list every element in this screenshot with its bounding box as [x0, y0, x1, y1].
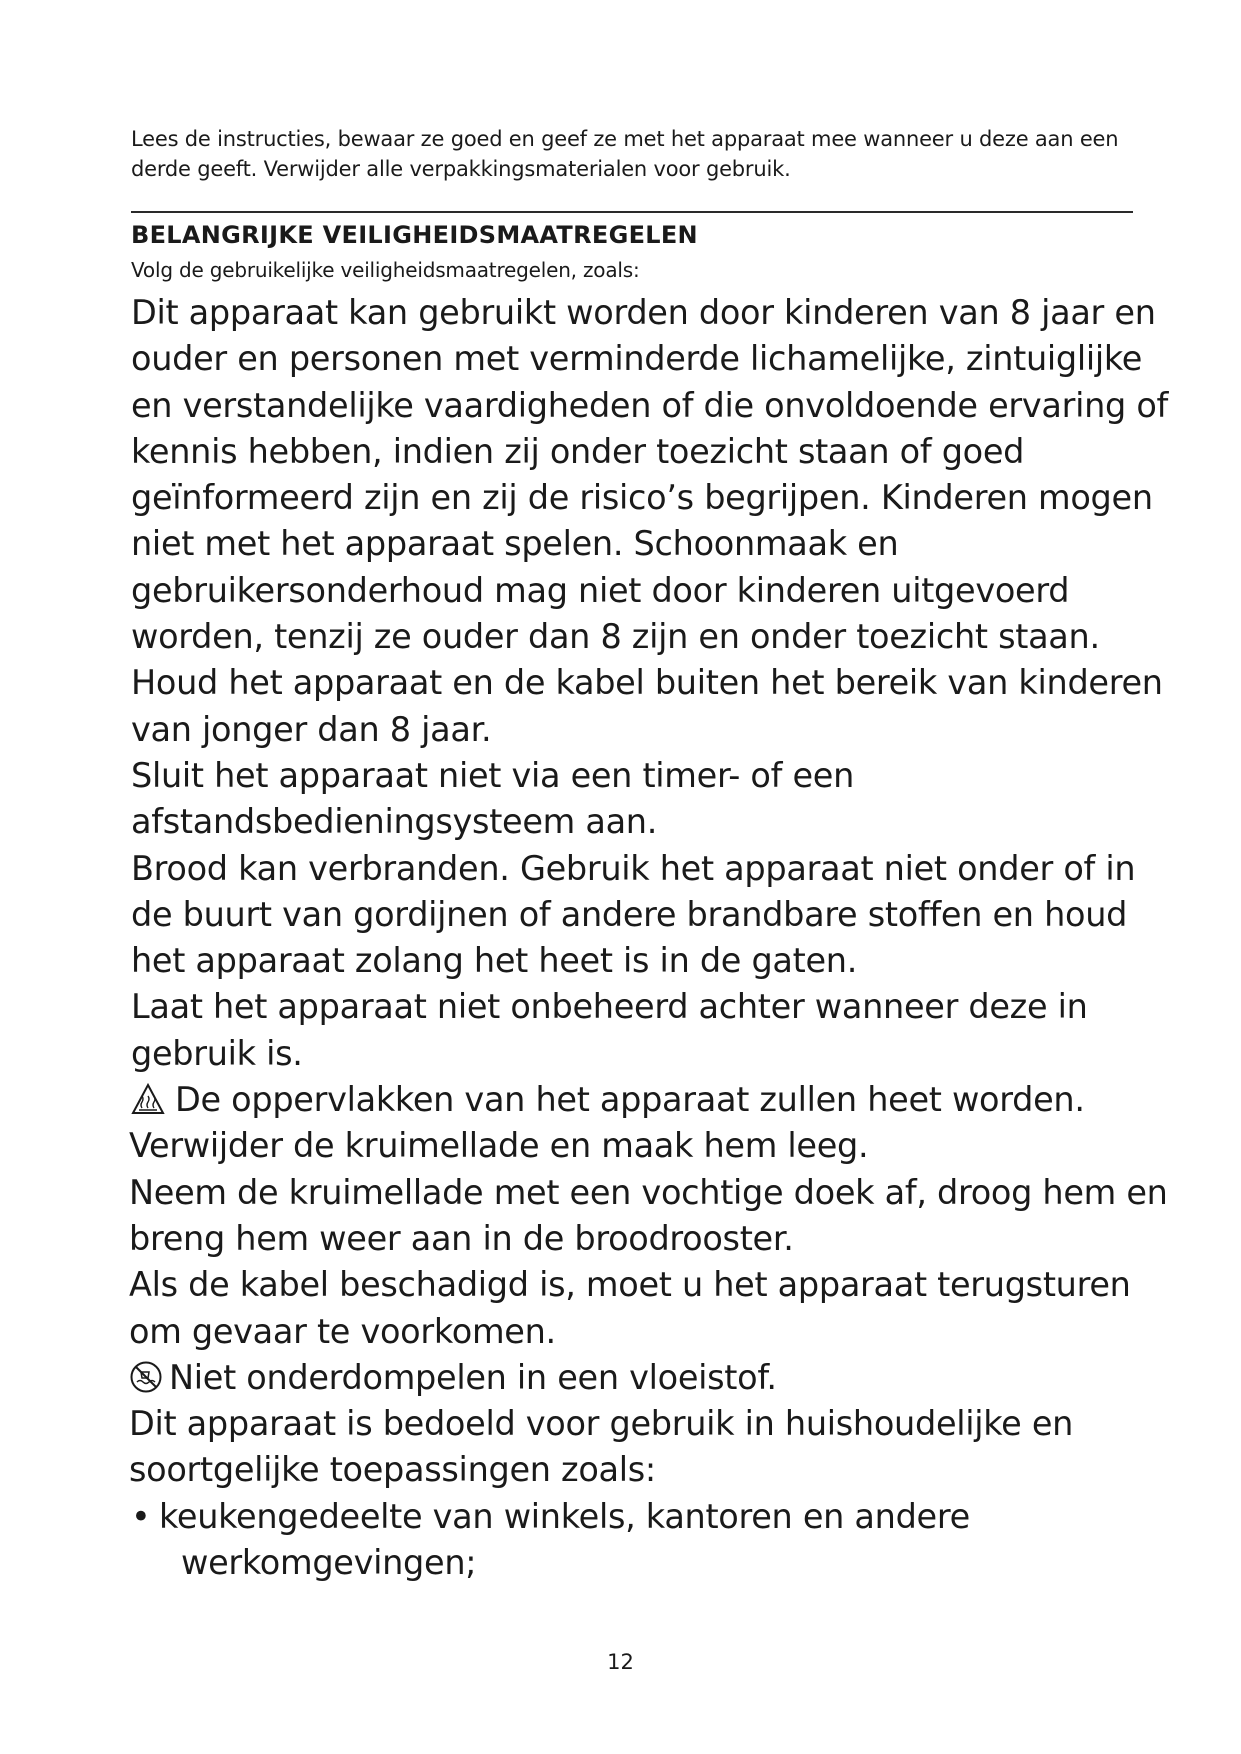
body-line: afstandsbedieningsysteem aan.	[131, 802, 658, 842]
body-line: ouder en personen met verminderde lichamelijke, zintuiglijke	[131, 339, 1143, 379]
immerse-warning-text: Niet onderdompelen in een vloeistof.	[169, 1357, 777, 1397]
body-line: de buurt van gordijnen of andere brandbare stoffen en houd	[131, 894, 1128, 934]
body-line: Als de kabel beschadigd is, moet u het apparaat terugsturen	[129, 1265, 1131, 1305]
safety-instructions	[131, 290, 1181, 1586]
hot-surface-warning-icon	[131, 1082, 165, 1116]
body-line: Brood kan verbranden. Gebruik het apparaat niet onder of in	[131, 848, 1136, 888]
page-number: 12	[607, 1650, 634, 1674]
hot-surface-warning-text: De oppervlakken van het apparaat zullen heet worden.	[175, 1080, 1085, 1120]
list-item-continuation: werkomgevingen;	[181, 1543, 477, 1583]
body-line: Dit apparaat kan gebruikt worden door kinderen van 8 jaar en	[131, 293, 1156, 332]
intro-text	[131, 124, 1141, 184]
body-line: worden, tenzij ze ouder dan 8 zijn en onder toezicht staan.	[131, 617, 1100, 657]
bullet-symbol: •	[131, 1496, 151, 1536]
body-line: soortgelijke toepassingen zoals:	[129, 1450, 656, 1490]
body-line: niet met het apparaat spelen. Schoonmaak en	[131, 524, 899, 564]
body-line: Laat het apparaat niet onbeheerd achter wanneer deze in	[131, 987, 1088, 1027]
body-line: Sluit het apparaat niet via een timer- of een	[131, 755, 855, 795]
section-heading: BELANGRIJKE VEILIGHEIDSMAATREGELEN	[131, 221, 698, 249]
immerse-warning	[129, 1355, 1181, 1401]
body-line: Neem de kruimellade met een vochtige doek af, droog hem en	[129, 1172, 1168, 1212]
body-line: om gevaar te voorkomen.	[129, 1311, 556, 1351]
body-line: het apparaat zolang het heet is in de gaten.	[131, 941, 858, 981]
list-item-text: keukengedeelte van winkels, kantoren en andere	[159, 1496, 970, 1536]
body-line: Dit apparaat is bedoeld voor gebruik in huishoudelijke en	[129, 1404, 1074, 1444]
do-not-immerse-icon	[129, 1360, 163, 1394]
body-line: en verstandelijke vaardigheden of die onvoldoende ervaring of	[131, 385, 1169, 425]
list-item	[131, 1494, 1181, 1540]
body-line: gebruikersonderhoud mag niet door kinderen uitgevoerd	[131, 570, 1070, 610]
intro-line: derde geeft. Verwijder alle verpakkingsmaterialen voor gebruik.	[131, 157, 791, 181]
hot-surface-warning	[131, 1077, 1181, 1123]
intro-line: Lees de instructies, bewaar ze goed en geef ze met het apparaat mee wanneer u deze aan een	[131, 127, 1119, 151]
body-line: gebruik is.	[131, 1033, 303, 1073]
body-line: Houd het apparaat en de kabel buiten het bereik van kinderen	[131, 663, 1163, 703]
body-line: kennis hebben, indien zij onder toezicht staan of goed	[131, 431, 1025, 471]
section-subheading: Volg de gebruikelijke veiligheidsmaatregelen, zoals:	[131, 258, 640, 282]
divider	[131, 211, 1133, 213]
body-line: van jonger dan 8 jaar.	[131, 709, 492, 749]
body-line: geïnformeerd zijn en zij de risico’s begrijpen. Kinderen mogen	[131, 478, 1153, 518]
body-line: breng hem weer aan in de broodrooster.	[129, 1218, 794, 1258]
body-line: Verwijder de kruimellade en maak hem leeg.	[129, 1126, 869, 1166]
